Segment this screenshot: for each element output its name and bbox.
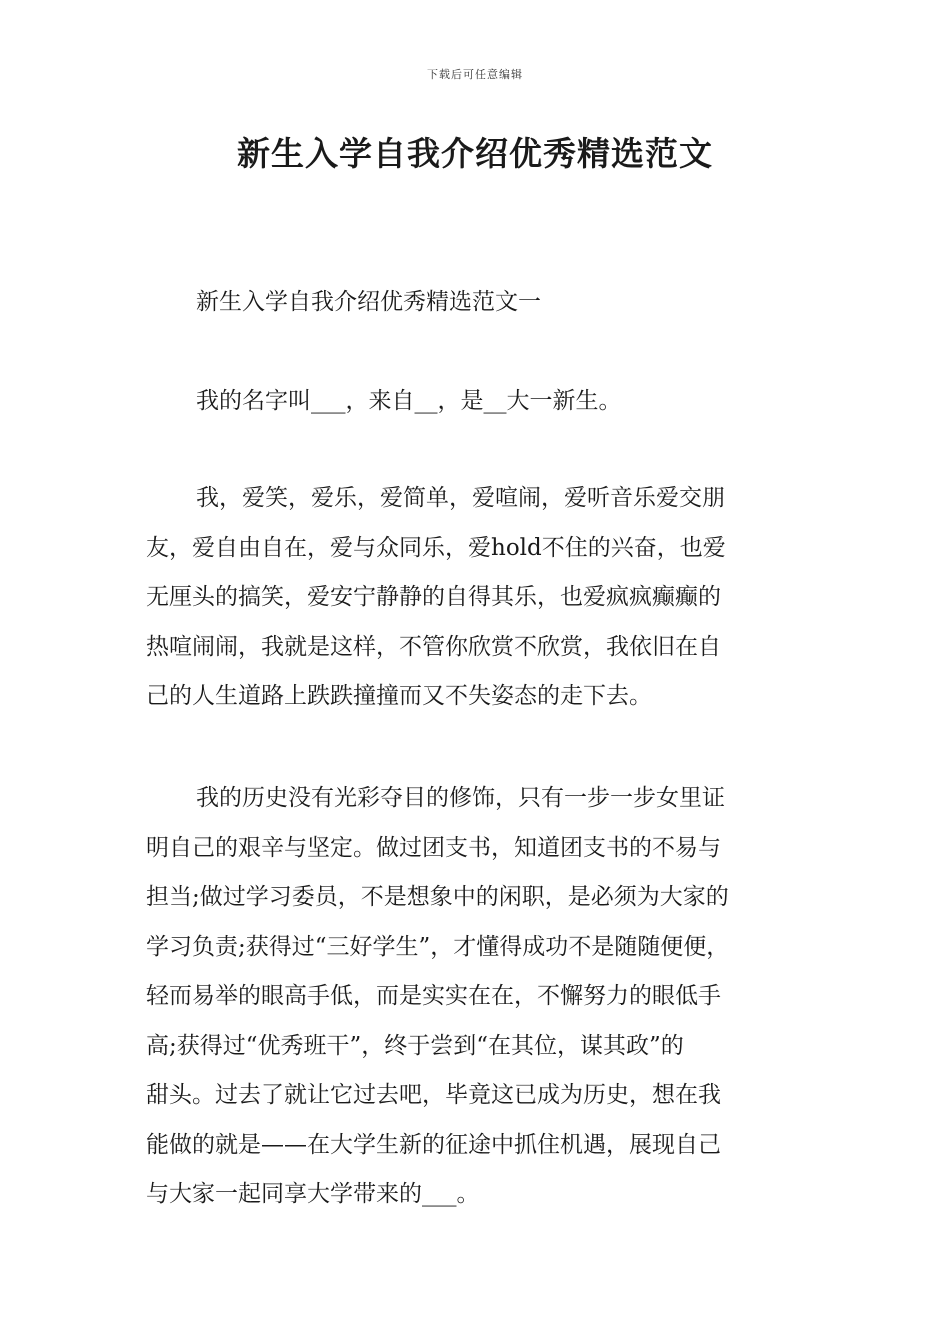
intro-line: 我的名字叫___，来自__，是__大一新生。: [196, 388, 622, 414]
paragraph-line: 热喧闹闹，我就是这样，不管你欣赏不欣赏，我依旧在自: [146, 633, 721, 660]
paragraph-line: 与大家一起同享大学带来的___。: [146, 1181, 480, 1207]
paragraph-line: 无厘头的搞笑，爱安宁静静的自得其乐，也爱疯疯癫癫的: [146, 584, 721, 610]
document-title: 新生入学自我介绍优秀精选范文: [237, 134, 713, 173]
paragraph-line: 高;获得过“优秀班干”，终于尝到“在其位，谋其政”的: [146, 1032, 684, 1059]
paragraph-line: 明自己的艰辛与坚定。做过团支书，知道团支书的不易与: [146, 834, 721, 861]
paragraph-line: 己的人生道路上跌跌撞撞而又不失姿态的走下去。: [146, 683, 652, 709]
section-heading: 新生入学自我介绍优秀精选范文一: [196, 289, 541, 315]
paragraph-line: 担当;做过学习委员，不是想象中的闲职，是必须为大家的: [146, 884, 729, 910]
header-note: 下载后可任意编辑: [427, 68, 523, 81]
paragraph-line: 能做的就是——在大学生新的征途中抓住机遇，展现自己: [146, 1131, 721, 1158]
paragraph-line: 轻而易举的眼高手低，而是实实在在，不懈努力的眼低手: [146, 983, 721, 1009]
paragraph-line: 友，爱自由自在，爱与众同乐，爱hold不住的兴奋，也爱: [146, 534, 726, 561]
paragraph-line: 学习负责;获得过“三好学生”，才懂得成功不是随随便便，: [146, 933, 730, 960]
paragraph-line: 我的历史没有光彩夺目的修饰，只有一步一步女里证: [196, 785, 725, 811]
paragraph-line: 我，爱笑，爱乐，爱简单，爱喧闹，爱听音乐爱交朋: [196, 485, 725, 511]
paragraph-1: [146, 474, 846, 722]
paragraph-line: 甜头。过去了就让它过去吧，毕竟这已成为历史，想在我: [146, 1082, 721, 1108]
paragraph-2: [146, 774, 846, 1220]
